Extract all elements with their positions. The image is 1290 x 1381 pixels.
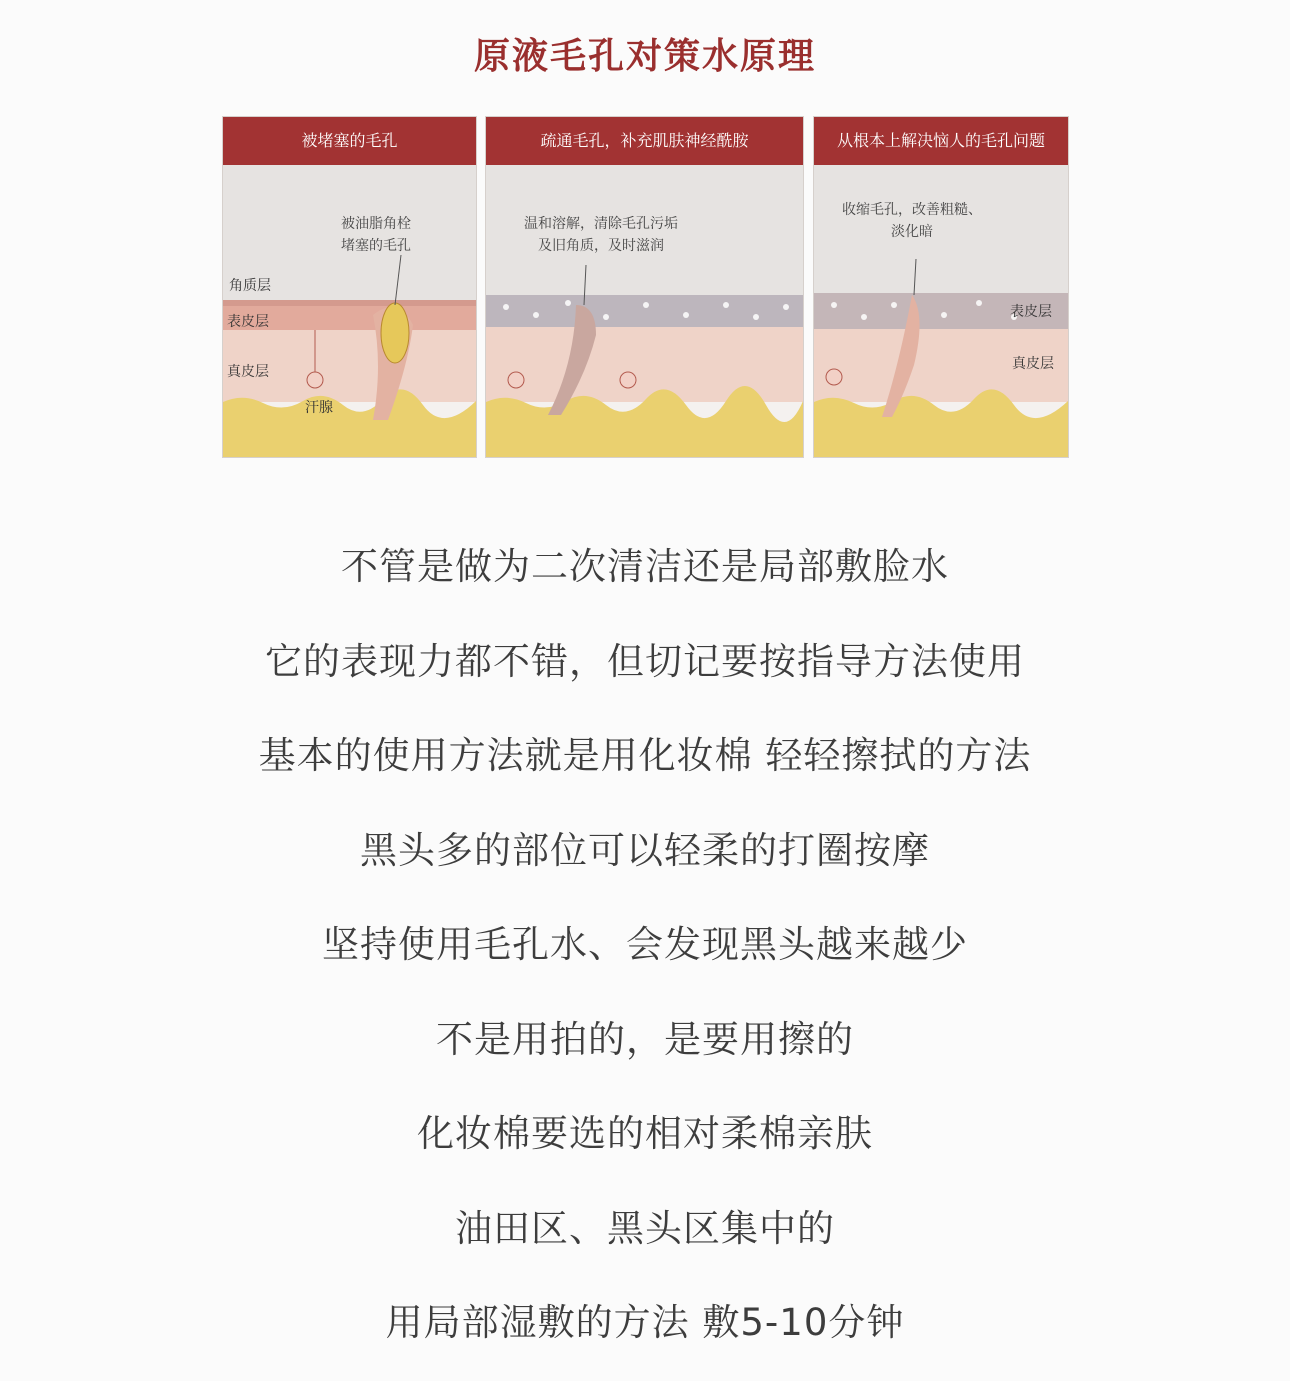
panel-header: 疏通毛孔，补充肌肤神经酰胺 — [486, 117, 803, 165]
text-line: 用局部湿敷的方法 敷5-10分钟 — [385, 1301, 905, 1344]
annotation: 被油脂角栓 堵塞的毛孔 — [341, 216, 411, 254]
label-epidermis: 表皮层 — [227, 314, 269, 330]
label-dermis: 真皮层 — [227, 364, 269, 380]
diagram-panel-unclogging — [485, 116, 804, 458]
panel-header: 被堵塞的毛孔 — [223, 117, 476, 165]
text-line: 基本的使用方法就是用化妆棉 轻轻擦拭的方法 — [258, 734, 1032, 777]
label-sweat-gland: 汗腺 — [305, 400, 333, 416]
skin-cross-section-illustration — [486, 165, 803, 457]
label-dermis: 真皮层 — [1012, 356, 1054, 372]
text-line: 油田区、黑头区集中的 — [455, 1206, 835, 1250]
panel-header: 从根本上解决恼人的毛孔问题 — [814, 117, 1068, 165]
body-text — [0, 530, 1290, 1381]
text-line: 化妆棉要选的相对柔棉亲肤 — [417, 1112, 873, 1155]
text-line: 它的表现力都不错，但切记要按指导方法使用 — [265, 639, 1025, 683]
label-epidermis: 表皮层 — [1010, 304, 1052, 320]
diagram-panel-resolved-pore — [813, 116, 1069, 458]
text-line: 黑头多的部位可以轻柔的打圈按摩 — [360, 828, 930, 872]
text-line: 不是用拍的，是要用擦的 — [436, 1017, 854, 1061]
annotation: 收缩毛孔，改善粗糙、 淡化暗 — [842, 202, 982, 240]
label-stratum-corneum: 角质层 — [229, 278, 271, 294]
diagram-panel-clogged-pore — [222, 116, 477, 458]
page-title: 原液毛孔对策水原理 — [473, 35, 816, 77]
text-line: 不管是做为二次清洁还是局部敷脸水 — [341, 545, 949, 588]
annotation: 温和溶解，清除毛孔污垢 及旧角质，及时滋润 — [524, 216, 678, 254]
text-line: 坚持使用毛孔水、会发现黑头越来越少 — [322, 923, 968, 966]
